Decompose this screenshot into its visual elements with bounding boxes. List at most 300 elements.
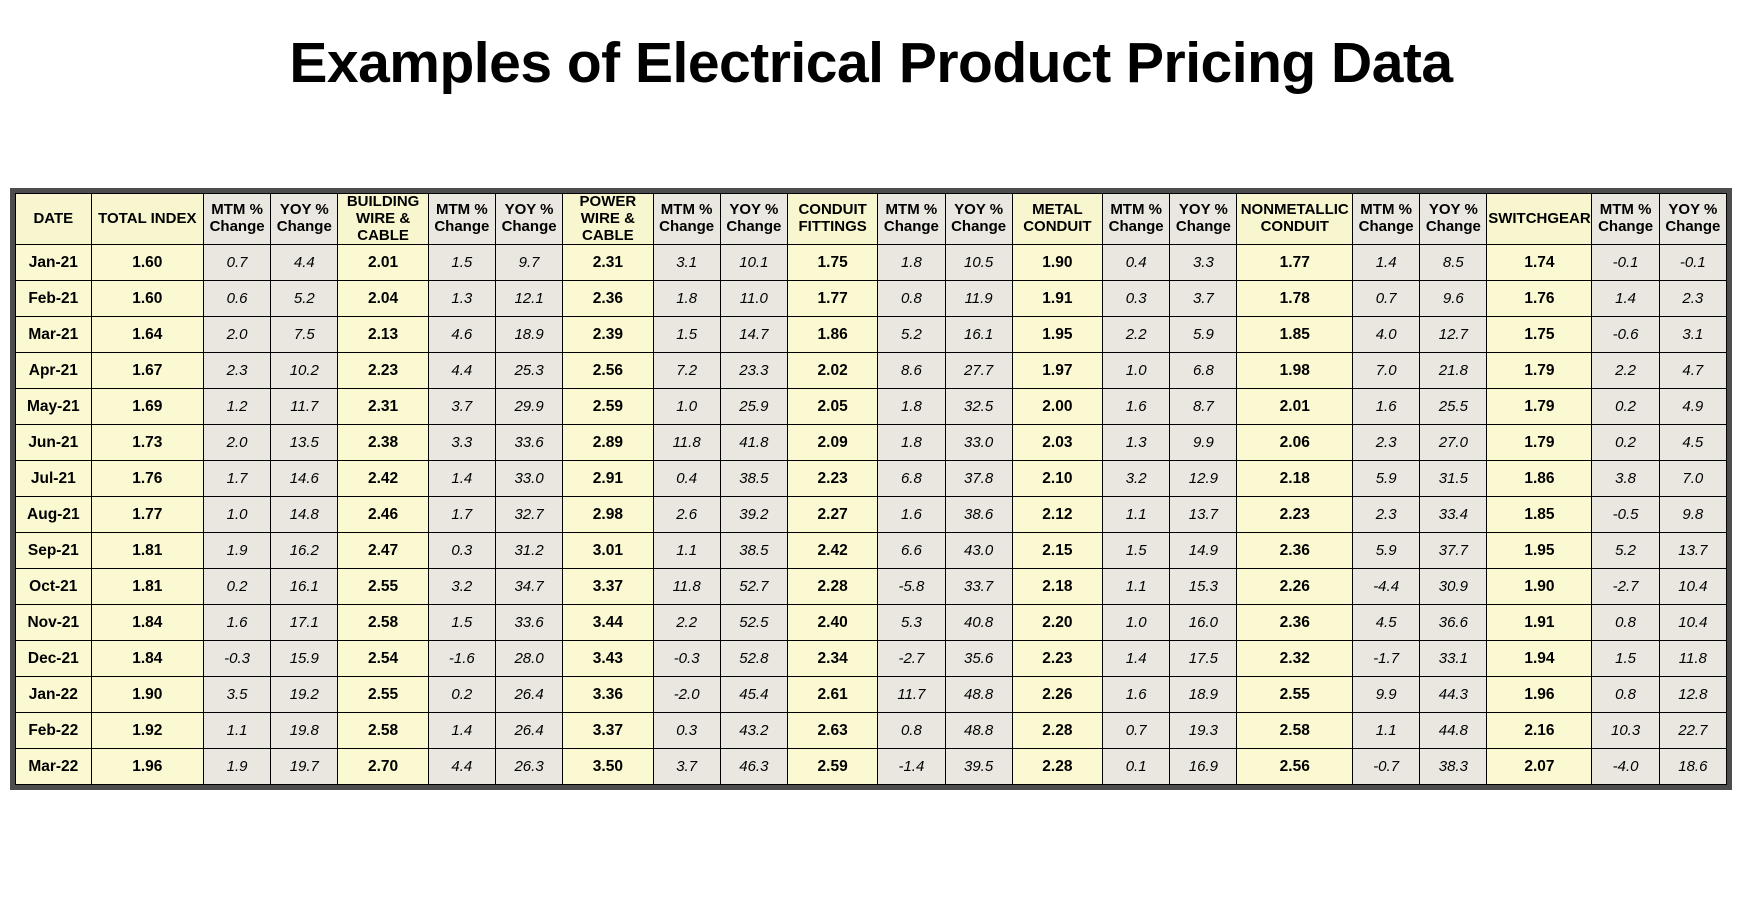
cell-index: 2.91 bbox=[563, 461, 653, 497]
cell-change: -0.6 bbox=[1592, 317, 1659, 353]
cell-change: 13.5 bbox=[271, 425, 338, 461]
cell-change: 12.1 bbox=[495, 281, 562, 317]
cell-index: 1.84 bbox=[91, 605, 203, 641]
cell-change: 52.7 bbox=[720, 569, 787, 605]
cell-index: 2.07 bbox=[1487, 749, 1592, 785]
cell-index: 2.13 bbox=[338, 317, 428, 353]
cell-change: 12.9 bbox=[1170, 461, 1237, 497]
cell-index: 2.55 bbox=[338, 569, 428, 605]
cell-index: 2.36 bbox=[1237, 605, 1353, 641]
cell-index: 1.77 bbox=[91, 497, 203, 533]
cell-change: 3.7 bbox=[428, 389, 495, 425]
cell-index: 2.23 bbox=[1237, 497, 1353, 533]
cell-change: 11.0 bbox=[720, 281, 787, 317]
cell-change: 5.2 bbox=[271, 281, 338, 317]
cell-change: 26.3 bbox=[495, 749, 562, 785]
cell-change: 0.8 bbox=[1592, 677, 1659, 713]
cell-index: 3.50 bbox=[563, 749, 653, 785]
table-body bbox=[16, 245, 1727, 785]
cell-index: 2.09 bbox=[787, 425, 877, 461]
cell-index: 2.58 bbox=[338, 605, 428, 641]
cell-change: 16.0 bbox=[1170, 605, 1237, 641]
cell-change: 0.7 bbox=[1353, 281, 1420, 317]
cell-index: 2.63 bbox=[787, 713, 877, 749]
pricing-table-container bbox=[10, 188, 1732, 790]
cell-change: 16.1 bbox=[271, 569, 338, 605]
cell-change: 13.7 bbox=[1170, 497, 1237, 533]
cell-change: 1.3 bbox=[1103, 425, 1170, 461]
cell-index: 2.28 bbox=[1012, 749, 1102, 785]
cell-index: 2.10 bbox=[1012, 461, 1102, 497]
cell-change: -1.4 bbox=[878, 749, 945, 785]
cell-index: 2.59 bbox=[787, 749, 877, 785]
cell-change: 18.9 bbox=[495, 317, 562, 353]
cell-change: 40.8 bbox=[945, 605, 1012, 641]
cell-change: 5.2 bbox=[878, 317, 945, 353]
cell-change: -2.7 bbox=[1592, 569, 1659, 605]
cell-change: 7.5 bbox=[271, 317, 338, 353]
cell-index: 2.23 bbox=[1012, 641, 1102, 677]
cell-change: 2.3 bbox=[1659, 281, 1726, 317]
cell-date: Jun-21 bbox=[16, 425, 92, 461]
cell-index: 2.46 bbox=[338, 497, 428, 533]
cell-change: 6.8 bbox=[1170, 353, 1237, 389]
column-header-mtm-2: MTM % Change bbox=[428, 194, 495, 245]
cell-index: 1.77 bbox=[1237, 245, 1353, 281]
cell-change: 2.3 bbox=[203, 353, 270, 389]
cell-change: 37.7 bbox=[1420, 533, 1487, 569]
cell-change: 32.7 bbox=[495, 497, 562, 533]
cell-change: 1.5 bbox=[653, 317, 720, 353]
cell-change: 37.8 bbox=[945, 461, 1012, 497]
cell-change: 36.6 bbox=[1420, 605, 1487, 641]
cell-change: 26.4 bbox=[495, 713, 562, 749]
cell-index: 2.47 bbox=[338, 533, 428, 569]
cell-change: 3.2 bbox=[428, 569, 495, 605]
cell-index: 2.12 bbox=[1012, 497, 1102, 533]
cell-change: 4.4 bbox=[428, 749, 495, 785]
cell-index: 1.91 bbox=[1012, 281, 1102, 317]
table-row bbox=[16, 605, 1727, 641]
cell-change: 33.7 bbox=[945, 569, 1012, 605]
cell-index: 2.61 bbox=[787, 677, 877, 713]
cell-index: 2.58 bbox=[338, 713, 428, 749]
cell-change: 1.4 bbox=[428, 461, 495, 497]
cell-index: 1.92 bbox=[91, 713, 203, 749]
cell-change: 1.7 bbox=[203, 461, 270, 497]
cell-change: 2.3 bbox=[1353, 497, 1420, 533]
cell-change: 10.2 bbox=[271, 353, 338, 389]
cell-date: Sep-21 bbox=[16, 533, 92, 569]
cell-change: 1.1 bbox=[203, 713, 270, 749]
cell-date: Apr-21 bbox=[16, 353, 92, 389]
cell-change: 11.8 bbox=[653, 569, 720, 605]
cell-change: 1.3 bbox=[428, 281, 495, 317]
cell-change: 0.4 bbox=[653, 461, 720, 497]
cell-change: 25.5 bbox=[1420, 389, 1487, 425]
cell-change: 4.0 bbox=[1353, 317, 1420, 353]
cell-index: 1.85 bbox=[1487, 497, 1592, 533]
cell-index: 3.01 bbox=[563, 533, 653, 569]
cell-change: 0.3 bbox=[428, 533, 495, 569]
cell-change: 1.6 bbox=[878, 497, 945, 533]
cell-change: 8.5 bbox=[1420, 245, 1487, 281]
column-header-yoy-3: YOY % Change bbox=[720, 194, 787, 245]
cell-change: 14.7 bbox=[720, 317, 787, 353]
cell-change: 31.2 bbox=[495, 533, 562, 569]
cell-change: 46.3 bbox=[720, 749, 787, 785]
cell-index: 1.79 bbox=[1487, 353, 1592, 389]
cell-index: 1.73 bbox=[91, 425, 203, 461]
cell-change: 1.9 bbox=[203, 533, 270, 569]
cell-change: 12.8 bbox=[1659, 677, 1726, 713]
table-row bbox=[16, 497, 1727, 533]
pricing-table bbox=[15, 193, 1727, 785]
cell-change: -1.7 bbox=[1353, 641, 1420, 677]
cell-change: 1.0 bbox=[653, 389, 720, 425]
cell-change: 31.5 bbox=[1420, 461, 1487, 497]
table-row bbox=[16, 317, 1727, 353]
column-header-power-wire-cable: POWER WIRE & CABLE bbox=[563, 194, 653, 245]
column-header-yoy-1: YOY % Change bbox=[271, 194, 338, 245]
cell-change: 7.2 bbox=[653, 353, 720, 389]
cell-change: 0.8 bbox=[1592, 605, 1659, 641]
cell-index: 2.31 bbox=[563, 245, 653, 281]
cell-change: 7.0 bbox=[1659, 461, 1726, 497]
column-header-yoy-2: YOY % Change bbox=[495, 194, 562, 245]
cell-index: 2.39 bbox=[563, 317, 653, 353]
cell-index: 2.40 bbox=[787, 605, 877, 641]
cell-change: 9.7 bbox=[495, 245, 562, 281]
cell-index: 3.36 bbox=[563, 677, 653, 713]
column-header-building-wire-cable: BUILDING WIRE & CABLE bbox=[338, 194, 428, 245]
cell-change: 39.5 bbox=[945, 749, 1012, 785]
cell-change: -5.8 bbox=[878, 569, 945, 605]
cell-change: 0.7 bbox=[1103, 713, 1170, 749]
cell-change: 1.1 bbox=[1353, 713, 1420, 749]
cell-index: 2.18 bbox=[1012, 569, 1102, 605]
cell-index: 2.02 bbox=[787, 353, 877, 389]
cell-change: -0.3 bbox=[653, 641, 720, 677]
cell-change: 3.3 bbox=[428, 425, 495, 461]
cell-index: 1.75 bbox=[1487, 317, 1592, 353]
cell-index: 2.20 bbox=[1012, 605, 1102, 641]
cell-change: 8.7 bbox=[1170, 389, 1237, 425]
cell-index: 1.81 bbox=[91, 533, 203, 569]
table-row bbox=[16, 281, 1727, 317]
cell-index: 2.16 bbox=[1487, 713, 1592, 749]
cell-index: 1.75 bbox=[787, 245, 877, 281]
cell-index: 1.64 bbox=[91, 317, 203, 353]
cell-change: 1.7 bbox=[428, 497, 495, 533]
cell-change: 3.5 bbox=[203, 677, 270, 713]
cell-index: 1.86 bbox=[787, 317, 877, 353]
cell-index: 2.01 bbox=[338, 245, 428, 281]
cell-change: 3.3 bbox=[1170, 245, 1237, 281]
cell-change: 44.8 bbox=[1420, 713, 1487, 749]
cell-index: 1.86 bbox=[1487, 461, 1592, 497]
cell-change: -0.3 bbox=[203, 641, 270, 677]
cell-change: 2.3 bbox=[1353, 425, 1420, 461]
cell-change: 3.1 bbox=[653, 245, 720, 281]
cell-date: Nov-21 bbox=[16, 605, 92, 641]
cell-index: 1.81 bbox=[91, 569, 203, 605]
table-header bbox=[16, 194, 1727, 245]
cell-date: Mar-21 bbox=[16, 317, 92, 353]
cell-change: 1.6 bbox=[1353, 389, 1420, 425]
cell-change: 0.2 bbox=[203, 569, 270, 605]
cell-change: 10.5 bbox=[945, 245, 1012, 281]
cell-change: 1.0 bbox=[1103, 353, 1170, 389]
cell-index: 1.76 bbox=[1487, 281, 1592, 317]
cell-change: 3.7 bbox=[1170, 281, 1237, 317]
cell-index: 2.59 bbox=[563, 389, 653, 425]
column-header-yoy-4: YOY % Change bbox=[945, 194, 1012, 245]
column-header-metal-conduit: METAL CONDUIT bbox=[1012, 194, 1102, 245]
table-row bbox=[16, 641, 1727, 677]
cell-change: 14.8 bbox=[271, 497, 338, 533]
cell-index: 2.31 bbox=[338, 389, 428, 425]
cell-date: May-21 bbox=[16, 389, 92, 425]
cell-index: 1.78 bbox=[1237, 281, 1353, 317]
table-row bbox=[16, 713, 1727, 749]
cell-change: 0.7 bbox=[203, 245, 270, 281]
cell-change: 22.7 bbox=[1659, 713, 1726, 749]
cell-change: 43.0 bbox=[945, 533, 1012, 569]
column-header-conduit-fittings: CONDUIT FITTINGS bbox=[787, 194, 877, 245]
cell-index: 3.37 bbox=[563, 713, 653, 749]
cell-index: 2.54 bbox=[338, 641, 428, 677]
cell-index: 2.28 bbox=[787, 569, 877, 605]
cell-index: 2.55 bbox=[1237, 677, 1353, 713]
cell-change: 1.4 bbox=[1353, 245, 1420, 281]
cell-index: 2.26 bbox=[1012, 677, 1102, 713]
cell-change: 11.7 bbox=[271, 389, 338, 425]
cell-index: 2.28 bbox=[1012, 713, 1102, 749]
cell-change: 25.9 bbox=[720, 389, 787, 425]
cell-change: 33.4 bbox=[1420, 497, 1487, 533]
page-title: Examples of Electrical Product Pricing Data bbox=[289, 31, 1453, 95]
cell-index: 1.97 bbox=[1012, 353, 1102, 389]
cell-index: 1.69 bbox=[91, 389, 203, 425]
cell-change: 9.9 bbox=[1353, 677, 1420, 713]
cell-change: 2.2 bbox=[653, 605, 720, 641]
cell-change: 1.6 bbox=[203, 605, 270, 641]
cell-change: 0.4 bbox=[1103, 245, 1170, 281]
cell-change: 4.4 bbox=[428, 353, 495, 389]
cell-change: 0.3 bbox=[1103, 281, 1170, 317]
cell-change: 2.2 bbox=[1592, 353, 1659, 389]
cell-change: 18.9 bbox=[1170, 677, 1237, 713]
cell-index: 1.77 bbox=[787, 281, 877, 317]
table-row bbox=[16, 677, 1727, 713]
cell-change: 16.1 bbox=[945, 317, 1012, 353]
table-row bbox=[16, 749, 1727, 785]
cell-change: 14.9 bbox=[1170, 533, 1237, 569]
cell-change: 0.8 bbox=[878, 281, 945, 317]
cell-change: 5.9 bbox=[1353, 533, 1420, 569]
cell-change: 3.8 bbox=[1592, 461, 1659, 497]
cell-date: Mar-22 bbox=[16, 749, 92, 785]
column-header-yoy-7: YOY % Change bbox=[1659, 194, 1726, 245]
cell-change: 26.4 bbox=[495, 677, 562, 713]
cell-change: 1.1 bbox=[653, 533, 720, 569]
cell-change: 0.2 bbox=[428, 677, 495, 713]
cell-index: 1.85 bbox=[1237, 317, 1353, 353]
cell-change: 9.6 bbox=[1420, 281, 1487, 317]
cell-change: 0.3 bbox=[653, 713, 720, 749]
table-row bbox=[16, 569, 1727, 605]
column-header-yoy-6: YOY % Change bbox=[1420, 194, 1487, 245]
cell-change: 2.6 bbox=[653, 497, 720, 533]
cell-index: 2.32 bbox=[1237, 641, 1353, 677]
cell-change: 12.7 bbox=[1420, 317, 1487, 353]
cell-change: 33.6 bbox=[495, 605, 562, 641]
cell-index: 1.79 bbox=[1487, 389, 1592, 425]
cell-index: 2.89 bbox=[563, 425, 653, 461]
cell-index: 1.95 bbox=[1487, 533, 1592, 569]
cell-change: 0.2 bbox=[1592, 425, 1659, 461]
cell-change: -2.0 bbox=[653, 677, 720, 713]
cell-change: 10.4 bbox=[1659, 569, 1726, 605]
cell-change: 4.7 bbox=[1659, 353, 1726, 389]
cell-change: 1.4 bbox=[1592, 281, 1659, 317]
cell-change: 25.3 bbox=[495, 353, 562, 389]
cell-index: 2.06 bbox=[1237, 425, 1353, 461]
cell-change: 14.6 bbox=[271, 461, 338, 497]
cell-change: 44.3 bbox=[1420, 677, 1487, 713]
cell-index: 1.60 bbox=[91, 245, 203, 281]
cell-change: 35.6 bbox=[945, 641, 1012, 677]
column-header-nonmetallic-conduit: NONMETALLIC CONDUIT bbox=[1237, 194, 1353, 245]
cell-change: 1.8 bbox=[878, 425, 945, 461]
cell-index: 1.60 bbox=[91, 281, 203, 317]
cell-change: 43.2 bbox=[720, 713, 787, 749]
cell-change: 1.6 bbox=[1103, 389, 1170, 425]
cell-change: 3.1 bbox=[1659, 317, 1726, 353]
cell-date: Dec-21 bbox=[16, 641, 92, 677]
table-row bbox=[16, 533, 1727, 569]
cell-change: 0.8 bbox=[878, 713, 945, 749]
cell-change: -2.7 bbox=[878, 641, 945, 677]
cell-change: 13.7 bbox=[1659, 533, 1726, 569]
cell-change: 38.6 bbox=[945, 497, 1012, 533]
table-row bbox=[16, 461, 1727, 497]
cell-change: 10.3 bbox=[1592, 713, 1659, 749]
cell-index: 3.43 bbox=[563, 641, 653, 677]
cell-change: 52.5 bbox=[720, 605, 787, 641]
cell-index: 2.55 bbox=[338, 677, 428, 713]
cell-change: 6.8 bbox=[878, 461, 945, 497]
cell-change: 34.7 bbox=[495, 569, 562, 605]
cell-change: 4.5 bbox=[1353, 605, 1420, 641]
table-row bbox=[16, 425, 1727, 461]
cell-index: 1.90 bbox=[91, 677, 203, 713]
cell-change: 21.8 bbox=[1420, 353, 1487, 389]
cell-date: Feb-22 bbox=[16, 713, 92, 749]
cell-change: 48.8 bbox=[945, 713, 1012, 749]
cell-change: 0.1 bbox=[1103, 749, 1170, 785]
cell-change: 1.8 bbox=[878, 245, 945, 281]
cell-change: 30.9 bbox=[1420, 569, 1487, 605]
cell-change: 33.6 bbox=[495, 425, 562, 461]
cell-index: 2.15 bbox=[1012, 533, 1102, 569]
cell-index: 1.67 bbox=[91, 353, 203, 389]
cell-change: 41.8 bbox=[720, 425, 787, 461]
cell-change: 29.9 bbox=[495, 389, 562, 425]
cell-index: 1.90 bbox=[1487, 569, 1592, 605]
cell-change: 4.6 bbox=[428, 317, 495, 353]
cell-index: 1.84 bbox=[91, 641, 203, 677]
cell-change: 16.2 bbox=[271, 533, 338, 569]
cell-change: 38.5 bbox=[720, 461, 787, 497]
cell-date: Jan-22 bbox=[16, 677, 92, 713]
cell-index: 1.74 bbox=[1487, 245, 1592, 281]
cell-change: 17.5 bbox=[1170, 641, 1237, 677]
cell-index: 3.37 bbox=[563, 569, 653, 605]
cell-change: 2.2 bbox=[1103, 317, 1170, 353]
cell-change: 10.1 bbox=[720, 245, 787, 281]
cell-change: 23.3 bbox=[720, 353, 787, 389]
cell-change: 0.6 bbox=[203, 281, 270, 317]
cell-index: 2.56 bbox=[1237, 749, 1353, 785]
column-header-mtm-3: MTM % Change bbox=[653, 194, 720, 245]
cell-index: 2.18 bbox=[1237, 461, 1353, 497]
cell-index: 1.96 bbox=[91, 749, 203, 785]
cell-change: 1.6 bbox=[1103, 677, 1170, 713]
column-header-yoy-5: YOY % Change bbox=[1170, 194, 1237, 245]
cell-change: 19.2 bbox=[271, 677, 338, 713]
cell-change: 9.9 bbox=[1170, 425, 1237, 461]
cell-change: 1.5 bbox=[1103, 533, 1170, 569]
cell-index: 1.94 bbox=[1487, 641, 1592, 677]
cell-change: 8.6 bbox=[878, 353, 945, 389]
cell-change: 4.9 bbox=[1659, 389, 1726, 425]
cell-date: Jan-21 bbox=[16, 245, 92, 281]
cell-change: 11.8 bbox=[1659, 641, 1726, 677]
cell-index: 2.05 bbox=[787, 389, 877, 425]
cell-change: 19.8 bbox=[271, 713, 338, 749]
cell-change: 33.0 bbox=[945, 425, 1012, 461]
cell-index: 2.03 bbox=[1012, 425, 1102, 461]
cell-change: -4.4 bbox=[1353, 569, 1420, 605]
cell-change: -4.0 bbox=[1592, 749, 1659, 785]
cell-change: 19.7 bbox=[271, 749, 338, 785]
column-header-mtm-5: MTM % Change bbox=[1103, 194, 1170, 245]
column-header-mtm-7: MTM % Change bbox=[1592, 194, 1659, 245]
cell-date: Jul-21 bbox=[16, 461, 92, 497]
cell-change: 1.0 bbox=[1103, 605, 1170, 641]
cell-change: 19.3 bbox=[1170, 713, 1237, 749]
cell-change: -0.5 bbox=[1592, 497, 1659, 533]
cell-index: 2.01 bbox=[1237, 389, 1353, 425]
cell-change: 11.8 bbox=[653, 425, 720, 461]
cell-change: 27.7 bbox=[945, 353, 1012, 389]
cell-change: 5.2 bbox=[1592, 533, 1659, 569]
cell-change: 11.7 bbox=[878, 677, 945, 713]
cell-change: 5.9 bbox=[1353, 461, 1420, 497]
cell-date: Aug-21 bbox=[16, 497, 92, 533]
cell-index: 2.38 bbox=[338, 425, 428, 461]
cell-change: 3.7 bbox=[653, 749, 720, 785]
cell-change: 2.0 bbox=[203, 317, 270, 353]
cell-index: 1.76 bbox=[91, 461, 203, 497]
cell-index: 2.00 bbox=[1012, 389, 1102, 425]
cell-change: 1.5 bbox=[1592, 641, 1659, 677]
cell-change: 1.8 bbox=[653, 281, 720, 317]
cell-change: 1.8 bbox=[878, 389, 945, 425]
cell-change: 4.4 bbox=[271, 245, 338, 281]
